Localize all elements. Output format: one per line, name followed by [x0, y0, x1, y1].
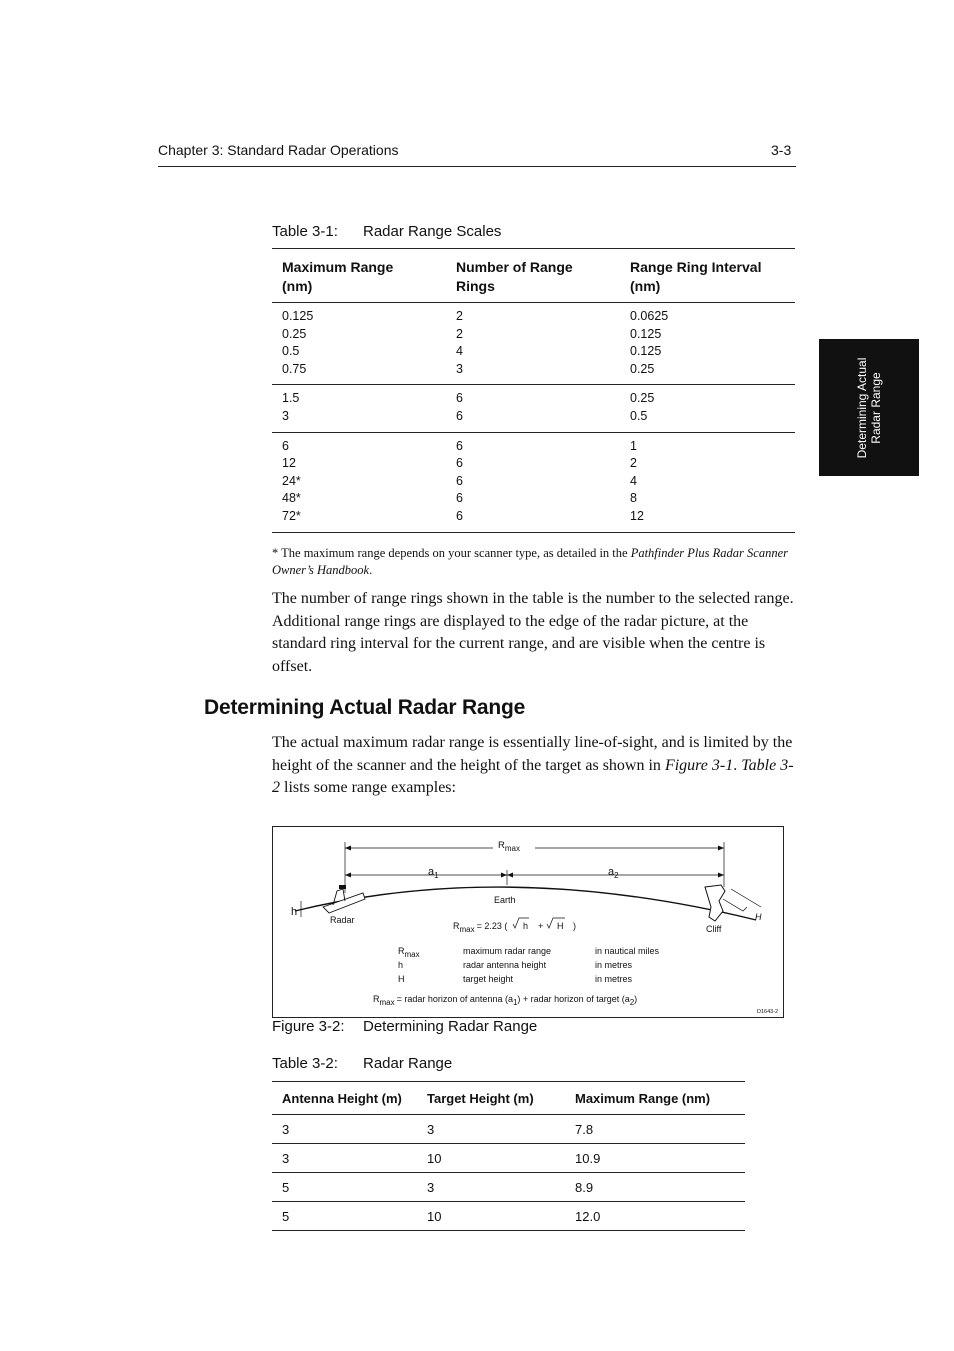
table-row: 0.125 2 0.0625 — [282, 309, 669, 323]
radar-range-figure — [272, 826, 784, 1018]
table-row: 3 10 10.9 — [272, 1144, 745, 1173]
column-header: Antenna Height (m) — [282, 1090, 402, 1106]
a1-label: $a_1$ — [428, 866, 439, 880]
svg-text:+: + — [538, 921, 544, 931]
a1-a2-dimension — [345, 866, 724, 880]
cliff-icon — [705, 885, 762, 922]
column-header: Number of Range Rings — [456, 259, 573, 294]
column-header: Range Ring Interval (nm) — [630, 259, 762, 294]
page-number: 3-3 — [771, 142, 792, 158]
radar-ship-icon — [323, 885, 365, 913]
side-tab-label: Determining Actual Radar Range — [855, 357, 883, 458]
svg-text:H: H — [398, 974, 405, 984]
radar-range-table — [272, 1081, 745, 1231]
table-row: 24* 6 4 — [282, 473, 637, 488]
table-row: 0.75 3 0.25 — [282, 361, 655, 376]
column-header: Target Height (m) — [427, 1090, 534, 1106]
table-footnote: * The maximum range depends on your scanner type, as detailed in the Pathfinder Plus Radar Scanner Owner’s Handbook. — [272, 546, 788, 577]
table-group — [272, 308, 795, 378]
table-row: 72* 6 12 — [282, 508, 644, 523]
table-row: 0.25 2 0.125 — [282, 326, 662, 341]
side-thumb-tab — [819, 339, 919, 476]
svg-text:in metres: in metres — [595, 960, 633, 970]
rmax-label: $R_{max}$ — [498, 840, 520, 853]
table-caption: Table 3-1: Radar Range Scales — [272, 223, 502, 240]
svg-text:target height: target height — [463, 974, 514, 984]
header-rule — [158, 166, 796, 167]
table-caption: Table 3-2: Radar Range — [272, 1055, 453, 1072]
table-group — [272, 390, 795, 425]
table-reference-link[interactable]: Table 3-2 — [272, 756, 794, 796]
a2-label: $a_2$ — [608, 866, 619, 880]
body-paragraph: The number of range rings shown in the table is the number to the selected range. Additional range rings are displayed to the edge of the radar picture, at the standard ring interval for the current range, and are visible when the centre is offset. — [272, 590, 794, 675]
svg-text:radar antenna height: radar antenna height — [463, 960, 547, 970]
horizon-definition: Rmax = radar horizon of antenna (a1) + radar horizon of target (a2) — [373, 994, 638, 1007]
section-heading: Determining Actual Radar Range — [204, 696, 526, 719]
cliff-label: Cliff — [706, 924, 722, 934]
table-header-row — [272, 1082, 745, 1115]
table-row: 6 6 1 — [282, 438, 637, 453]
radar-range-scales-table — [272, 248, 795, 533]
rmax-dimension — [345, 840, 724, 853]
table-row: 5 3 8.9 — [272, 1173, 745, 1202]
svg-text:Rmax: Rmax — [398, 946, 420, 959]
svg-text:maximum radar range: maximum radar range — [463, 946, 552, 956]
svg-text:H: H — [755, 912, 762, 922]
earth-curve — [295, 887, 756, 920]
radar-range-diagram — [273, 827, 785, 1019]
chapter-header: Chapter 3: Standard Radar Operations — [158, 142, 399, 158]
table-row: 12 6 2 — [282, 456, 637, 471]
earth-label: Earth — [494, 895, 516, 905]
svg-text:h: h — [398, 960, 404, 970]
figure-caption: Figure 3-2: Determining Radar Range — [272, 1018, 538, 1035]
column-header: Maximum Range (nm) — [282, 259, 394, 294]
svg-text:H: H — [557, 921, 564, 931]
radar-label: Radar — [330, 915, 355, 925]
figure-code: D1643-2 — [757, 1009, 779, 1015]
svg-text:in nautical miles: in nautical miles — [595, 946, 660, 956]
table-header-row — [272, 249, 795, 302]
table-row: 3 3 7.8 — [272, 1115, 745, 1144]
svg-text:Rmax= 2.23 (: Rmax = 2.23 ( — [453, 921, 508, 934]
table-row: 48* 6 8 — [282, 491, 637, 506]
table-row: 5 10 12.0 — [272, 1202, 745, 1231]
figure-legend — [398, 946, 660, 984]
svg-text:h: h — [291, 906, 298, 918]
svg-text:h: h — [523, 921, 529, 931]
svg-text:in metres: in metres — [595, 974, 633, 984]
range-formula — [453, 918, 576, 934]
table-row: 0.5 4 0.125 — [282, 344, 662, 359]
svg-text:): ) — [573, 921, 576, 931]
column-header: Maximum Range (nm) — [575, 1090, 711, 1106]
table-row: 1.5 6 0.25 — [282, 391, 655, 406]
figure-reference-link[interactable]: Figure 3-1 — [664, 756, 734, 774]
table-group — [272, 438, 795, 526]
table-row: 3 6 0.5 — [282, 408, 648, 423]
body-paragraph: The actual maximum radar range is essentially line-of-sight, and is limited by the height of the scanner and the height of the target as shown in Figure 3-1. Table 3-2 lists some range examples: — [272, 734, 794, 796]
